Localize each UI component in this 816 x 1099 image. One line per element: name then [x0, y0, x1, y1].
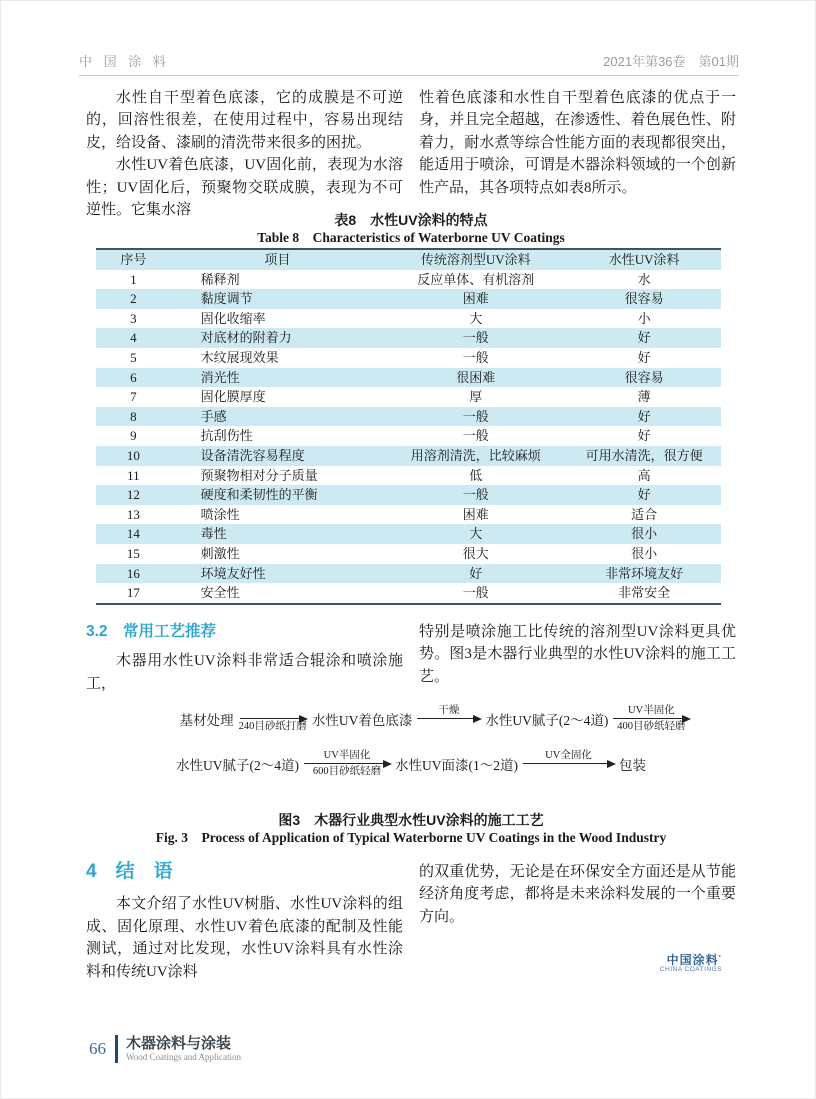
cell: 5	[130, 349, 137, 365]
cell: 很困难	[456, 369, 496, 385]
cell: 6	[130, 369, 137, 385]
section-3-2-paragraph: 特别是喷涂施工比传统的溶剂型UV涂料更具优势。图3是木器行业典型的水性UV涂料的施工工艺。	[419, 624, 736, 685]
logo-en-text: CHINA COATINGS	[659, 966, 722, 974]
right-arrow-icon	[523, 748, 614, 779]
table-row	[96, 407, 721, 427]
figure-caption-en: Fig. 3 Process of Application of Typical Waterborne UV Coatings in the Wood Industry	[155, 830, 667, 845]
table-row	[96, 466, 721, 486]
cell: 一般	[462, 408, 489, 424]
intro-left-column	[86, 87, 403, 221]
figure-caption	[86, 811, 736, 847]
header-journal-name: 中 国 涂 料	[79, 54, 170, 69]
arrow-line	[417, 718, 480, 719]
table-row	[96, 544, 721, 564]
cell: 安全性	[200, 585, 240, 601]
intro-right-column	[419, 87, 736, 221]
cell: 设备清洗容易程度	[200, 447, 305, 463]
cell: 困难	[462, 506, 489, 522]
arrow-label-bottom: 600目砂纸轻磨	[312, 766, 382, 777]
cell: 低	[469, 467, 483, 483]
cell: 硬度和柔韧性的平衡	[200, 487, 318, 503]
cell: 非常环境友好	[605, 565, 684, 581]
flow-node-uv-putty: 水性UV腻子(2～4道)	[485, 712, 609, 728]
cell: 木纹展现效果	[200, 349, 279, 365]
cell: 很容易	[624, 291, 664, 307]
intro-paragraph: 水性UV着色底漆，UV固化前，表现为水溶性；UV固化后，预聚物交联成膜，表现为不可逆性。它集水溶	[86, 157, 403, 219]
figure-caption-cn: 图3 木器行业典型水性UV涂料的施工工艺	[278, 812, 544, 828]
cell: 一般	[462, 585, 489, 601]
footer-divider-bar	[115, 1035, 118, 1063]
intro-paragraph: 水性自干型着色底漆，它的成膜是不可逆的，回溶性很差，在使用过程中，容易出现结皮，给设备、漆刷的清洗带来很多的困扰。	[86, 90, 403, 151]
page-footer	[89, 1035, 241, 1063]
cell: 可用水清洗，很方便	[585, 447, 703, 463]
cell: 水	[637, 271, 651, 287]
column-header-no: 序号	[120, 252, 147, 267]
cell: 16	[126, 565, 140, 581]
section-3-2-paragraph: 木器用水性UV涂料非常适合辊涂和喷涂施工，	[86, 653, 403, 692]
table-row	[96, 270, 721, 290]
flow-node-uv-putty: 水性UV腻子(2～4道)	[176, 757, 299, 773]
column-header-item: 项目	[264, 252, 291, 267]
cell: 1	[130, 271, 137, 287]
cell: 一般	[462, 330, 489, 346]
table-row	[96, 328, 721, 348]
cell: 好	[637, 428, 651, 444]
cell: 预聚物相对分子质量	[200, 467, 318, 483]
column-header-waterborne-uv: 水性UV涂料	[608, 252, 680, 267]
table-row	[96, 564, 721, 584]
flow-node-uv-pigmented-primer: 水性UV着色底漆	[311, 712, 413, 728]
cell: 黏度调节	[200, 291, 253, 307]
cell: 刺激性	[200, 545, 240, 561]
header-issue-info: 2021年第36卷 第01期	[603, 54, 739, 69]
intro-paragraph: 性着色底漆和水性自干型着色底漆的优点于一身，并且完全超越，在渗透性、着色展色性、附着力，耐水煮等综合性能方面的表现都很突出，能适用于喷涂，可谓是木器涂料领域的一个创新性产品，其各项特点如表8所示。	[419, 90, 736, 196]
cell: 10	[126, 447, 140, 463]
cell: 固化收缩率	[200, 310, 266, 326]
table-row	[96, 387, 721, 407]
cell: 12	[126, 487, 140, 503]
cell: 喷涂性	[200, 506, 240, 522]
cell: 手感	[200, 408, 227, 424]
cell: 好	[637, 349, 651, 365]
cell: 14	[126, 526, 140, 542]
cell: 反应单体、有机溶剂	[417, 271, 535, 287]
cell: 薄	[637, 389, 651, 405]
cell: 很大	[462, 545, 489, 561]
cell: 很容易	[624, 369, 664, 385]
arrow-label-bottom: 240目砂纸打磨	[238, 721, 307, 732]
table-row	[96, 426, 721, 446]
logo-trademark-icon: ˚	[718, 956, 722, 964]
cell: 毒性	[200, 526, 227, 542]
column-header-solvent-uv: 传统溶剂型UV涂料	[420, 252, 531, 267]
section-4-right-column	[419, 861, 736, 983]
table-header-row	[96, 249, 721, 270]
section-3-2	[86, 621, 736, 695]
cell: 17	[126, 585, 140, 601]
table-row	[96, 446, 721, 466]
footer-column-title-cn: 木器涂料与涂装	[126, 1035, 232, 1052]
logo-cn-label: 中国涂料	[666, 953, 719, 968]
logo-cn-text	[419, 954, 722, 966]
table-title-en: Table 8 Characteristics of Waterborne UV Coatings	[257, 230, 565, 245]
table-row	[96, 524, 721, 544]
cell: 一般	[462, 428, 489, 444]
arrow-label-top: UV半固化	[323, 750, 371, 761]
arrow-label-bottom: 400目砂纸轻磨	[617, 721, 686, 732]
china-coatings-logo	[419, 954, 736, 974]
arrow-line	[613, 718, 689, 719]
cell: 2	[130, 291, 137, 307]
cell: 非常安全	[618, 585, 671, 601]
section-3-2-left-column	[86, 621, 403, 695]
table-row	[96, 348, 721, 368]
arrow-label-top: UV半固化	[628, 705, 675, 716]
table-title	[86, 212, 736, 246]
section-3-2-right-column	[419, 621, 736, 695]
cell: 3	[130, 310, 137, 326]
table-title-cn: 表8 水性UV涂料的特点	[334, 212, 488, 228]
arrow-label-top: UV全固化	[545, 750, 592, 761]
cell: 用溶剂清洗，比较麻烦	[410, 447, 541, 463]
characteristics-table	[96, 248, 721, 605]
arrow-line	[304, 763, 390, 764]
cell: 大	[469, 310, 483, 326]
section-4-paragraph: 本文介绍了水性UV树脂、水性UV涂料的组成、固化原理、水性UV着色底漆的配制及性能测试，通过对比发现，水性UV涂料具有水性涂料和传统UV涂料	[86, 896, 403, 980]
cell: 很小	[631, 545, 658, 561]
cell: 消光性	[200, 369, 240, 385]
section-4	[86, 861, 736, 983]
right-arrow-icon	[613, 703, 689, 734]
cell: 困难	[462, 291, 489, 307]
right-arrow-icon	[304, 748, 390, 779]
intro-section	[86, 87, 736, 221]
cell: 9	[130, 428, 137, 444]
section-4-left-column	[86, 861, 403, 983]
page-number: 66	[89, 1039, 106, 1058]
section-4-paragraph: 的双重优势，无论是在环保安全方面还是从节能经济角度考虑，都将是未来涂料发展的一个重要方向。	[419, 864, 736, 925]
cell: 好	[637, 330, 651, 346]
table-row	[96, 309, 721, 329]
arrow-label-top: 干燥	[438, 705, 460, 716]
footer-column-titles	[126, 1035, 241, 1063]
cell: 固化膜厚度	[200, 389, 266, 405]
cell: 大	[469, 526, 483, 542]
cell: 环境友好性	[200, 565, 266, 581]
table-row	[96, 583, 721, 604]
table-row	[96, 505, 721, 525]
cell: 很小	[631, 526, 658, 542]
arrow-line	[240, 718, 306, 719]
table-row	[96, 289, 721, 309]
flow-node-substrate-treatment: 基材处理	[179, 712, 234, 728]
arrow-line	[523, 763, 614, 764]
cell: 适合	[631, 506, 658, 522]
cell: 对底材的附着力	[200, 330, 292, 346]
right-arrow-icon	[417, 703, 480, 734]
process-flow-diagram	[86, 693, 736, 779]
cell: 高	[637, 467, 651, 483]
section-3-2-heading: 3.2 常用工艺推荐	[86, 623, 217, 640]
cell: 11	[127, 467, 140, 483]
flow-row-1	[112, 693, 762, 734]
flow-row-2	[86, 748, 736, 779]
table-row	[96, 368, 721, 388]
flow-node-packaging: 包装	[619, 757, 646, 773]
cell: 好	[637, 487, 651, 503]
cell: 8	[130, 408, 137, 424]
cell: 13	[126, 506, 140, 522]
cell: 抗刮伤性	[200, 428, 253, 444]
cell: 好	[469, 565, 483, 581]
cell: 好	[637, 408, 651, 424]
cell: 7	[130, 389, 137, 405]
cell: 15	[126, 545, 140, 561]
table-row	[96, 485, 721, 505]
footer-column-title-en: Wood Coatings and Application	[126, 1052, 242, 1062]
section-4-heading: 4 结 语	[86, 861, 173, 882]
cell: 4	[130, 330, 137, 346]
cell: 一般	[462, 487, 489, 503]
cell: 小	[637, 310, 651, 326]
right-arrow-icon	[239, 703, 307, 734]
page-header	[79, 51, 739, 76]
cell: 稀释剂	[200, 271, 240, 287]
flow-node-uv-topcoat: 水性UV面漆(1～2道)	[395, 757, 518, 773]
cell: 厚	[469, 389, 483, 405]
cell: 一般	[462, 349, 489, 365]
